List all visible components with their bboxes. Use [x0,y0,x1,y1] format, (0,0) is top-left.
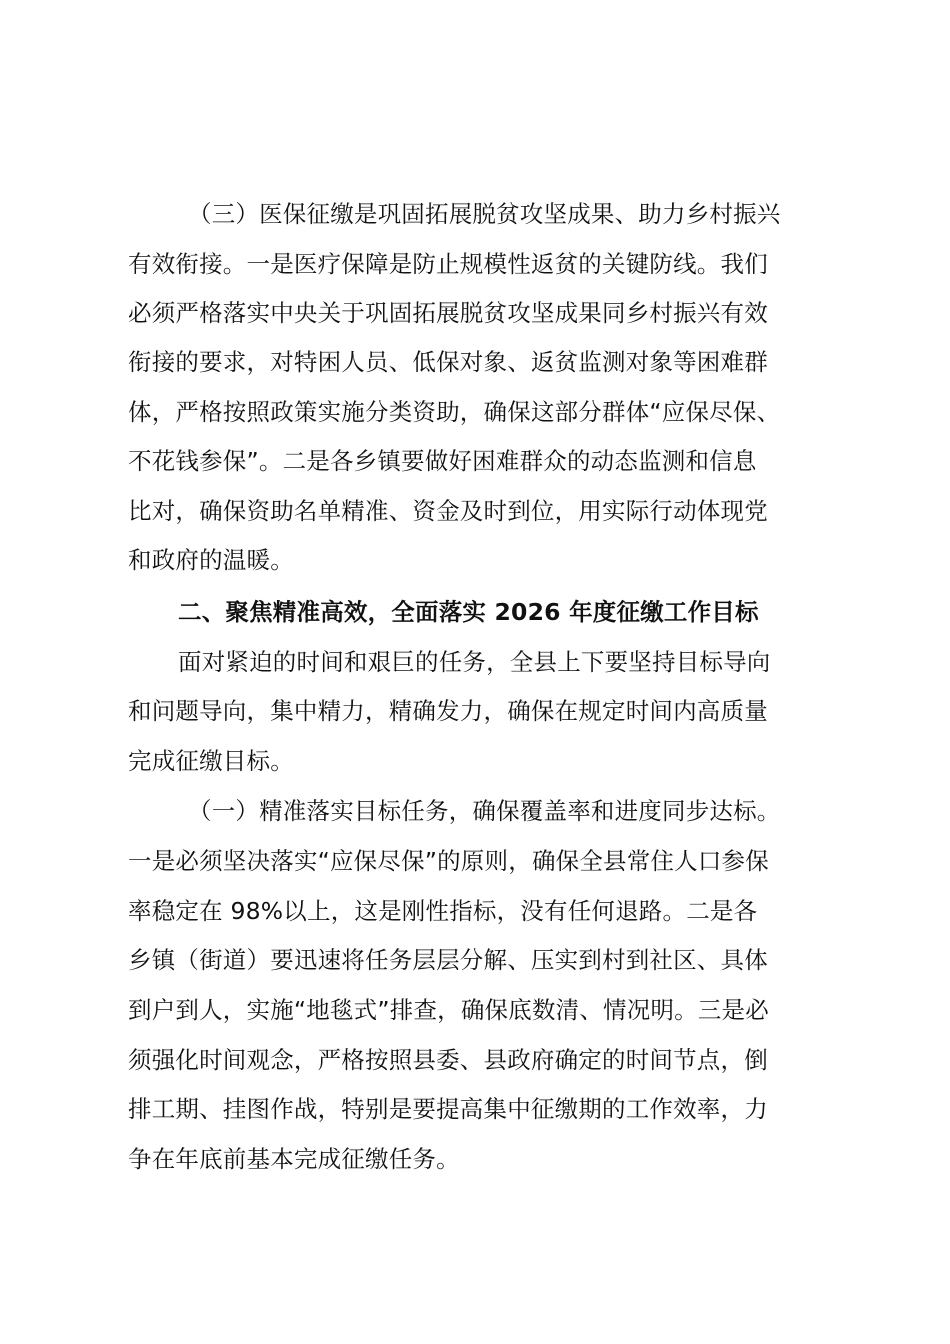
paragraph-line: 和问题导向，集中精力，精确发力，确保在规定时间内高质量 [128,697,768,725]
paragraph-line: 排工期、挂图作战，特别是要提高集中征缴期的工作效率，力 [128,1095,768,1123]
paragraph-line: 完成征缴目标。 [128,747,294,775]
paragraph-line: 争在年底前基本完成征缴任务。 [128,1145,460,1173]
paragraph-line: 到户到人，实施“地毯式”排查，确保底数清、情况明。三是必 [128,996,769,1024]
paragraph-line: 比对，确保资助名单精准、资金及时到位，用实际行动体现党 [128,497,768,525]
paragraph-line: 体，严格按照政策实施分类资助，确保这部分群体“应保尽保、 [128,398,781,426]
paragraph-line: 不花钱参保”。二是各乡镇要做好困难群众的动态监测和信息 [128,447,757,475]
paragraph-line: 乡镇（街道）要迅速将任务层层分解、压实到村到社区、具体 [128,946,768,974]
paragraph-line: （三）医保征缴是巩固拓展脱贫攻坚成果、助力乡村振兴 [188,200,781,228]
paragraph-line: 须强化时间观念，严格按照县委、县政府确定的时间节点，倒 [128,1046,768,1074]
paragraph-line: 衔接的要求，对特困人员、低保对象、返贫监测对象等困难群 [128,348,768,376]
paragraph-line: 面对紧迫的时间和艰巨的任务，全县上下要坚持目标导向 [178,648,771,676]
paragraph-line: 有效衔接。一是医疗保障是防止规模性返贫的关键防线。我们 [128,250,768,278]
subsection-line: （一）精准落实目标任务，确保覆盖率和进度同步达标。 [188,797,781,825]
paragraph-line: 一是必须坚决落实“应保尽保”的原则，确保全县常住人口参保 [128,847,769,875]
section-heading: 二、聚焦精准高效，全面落实 2026 年度征缴工作目标 [178,598,759,626]
paragraph-line: 率稳定在 98%以上，这是刚性指标，没有任何退路。二是各 [128,897,758,925]
paragraph-line: 必须严格落实中央关于巩固拓展脱贫攻坚成果同乡村振兴有效 [128,299,768,327]
paragraph-line: 和政府的温暖。 [128,546,294,574]
